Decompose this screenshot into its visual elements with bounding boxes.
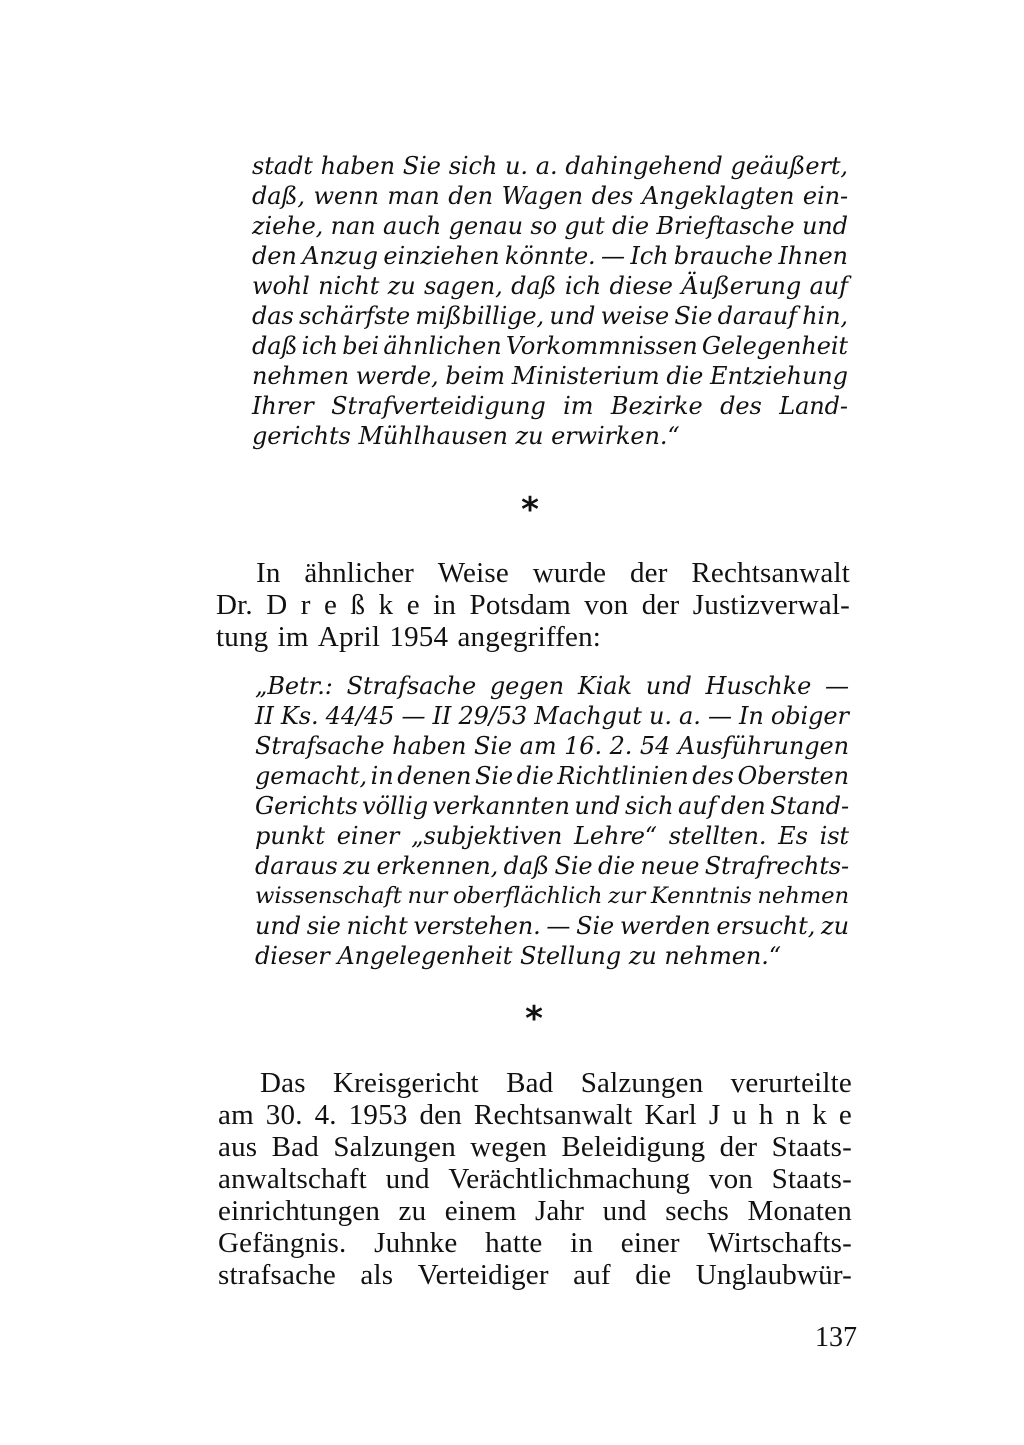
paragraph-line	[218, 1099, 852, 1131]
word: schärfste	[298, 302, 411, 330]
word: dahingehend	[565, 152, 723, 180]
word: Rechtsanwalt	[691, 557, 850, 589]
word: 54	[639, 732, 671, 760]
quote-line	[255, 911, 849, 941]
paragraph-line	[216, 557, 850, 589]
paragraph-line	[216, 589, 850, 621]
word: Salzungen	[580, 1067, 704, 1099]
word: des	[591, 182, 634, 210]
quote-line	[252, 361, 848, 391]
word: sie	[306, 912, 341, 940]
page-number: 137	[815, 1322, 857, 1353]
word: Gelegenheit	[701, 332, 848, 360]
word: den	[252, 242, 297, 270]
word: zu	[515, 422, 544, 450]
quote-line	[255, 731, 849, 761]
word: wenn	[313, 182, 379, 210]
quote-line	[255, 671, 849, 701]
word: ähnlicher	[304, 557, 415, 589]
word: hin,	[802, 302, 848, 330]
word: obiger	[770, 702, 849, 730]
word: Sie	[402, 152, 441, 180]
word: zu	[628, 942, 657, 970]
word: und	[255, 912, 301, 940]
word: anwaltschaft	[218, 1163, 367, 1195]
word: dieser	[255, 942, 330, 970]
word: beim	[445, 362, 505, 390]
word: von	[708, 1163, 753, 1195]
word: brauche	[673, 242, 773, 270]
word: 44/45	[325, 702, 395, 730]
word: des	[720, 392, 762, 420]
word: und	[574, 792, 621, 820]
word: als	[360, 1259, 394, 1291]
word: r	[300, 589, 311, 621]
word: k	[378, 589, 394, 621]
word: einziehen	[383, 242, 500, 270]
paragraph-block-1	[216, 557, 850, 653]
word: angegriffen:	[457, 621, 602, 653]
word: und	[385, 1163, 430, 1195]
word: Ks.	[280, 702, 319, 730]
word: Kenntnis	[650, 883, 752, 909]
word: Wirtschafts-	[707, 1227, 852, 1259]
word: Äußerung	[681, 272, 802, 300]
paragraph-line	[218, 1067, 852, 1099]
word: Ausführungen	[677, 732, 849, 760]
word: ist	[819, 822, 849, 850]
word: mißbillige,	[415, 302, 545, 330]
word: und	[602, 1195, 647, 1227]
word: Sie	[475, 762, 514, 790]
word: Obersten	[737, 762, 849, 790]
word: nicht	[346, 912, 408, 940]
word: neue	[640, 852, 700, 880]
word: Ihnen	[778, 242, 848, 270]
word: Potsdam	[469, 589, 571, 621]
word: darauf	[717, 302, 797, 330]
word: e	[324, 589, 338, 621]
quote-line	[252, 241, 848, 271]
word: Richtlinien	[557, 762, 689, 790]
word: —	[546, 912, 571, 940]
quote-line	[255, 791, 849, 821]
word: und	[549, 302, 596, 330]
word: „Betr.:	[255, 672, 333, 700]
word: werden	[619, 912, 711, 940]
word: Entziehung	[710, 362, 848, 390]
word: Brieftasche	[656, 212, 795, 240]
word: nicht	[318, 272, 380, 300]
word: nehmen.“	[664, 942, 781, 970]
word: In	[256, 557, 281, 589]
word: genau	[448, 212, 523, 240]
quote-line	[255, 881, 849, 911]
word: Justizverwal-	[692, 589, 850, 621]
word: zu	[821, 912, 849, 940]
word: geäußert,	[730, 152, 848, 180]
word: den	[448, 182, 493, 210]
word: 29/53	[458, 702, 528, 730]
word: von	[584, 589, 629, 621]
word: daß	[511, 272, 557, 300]
word: Angelegenheit	[337, 942, 513, 970]
word: einer	[620, 1227, 680, 1259]
word: Kreisgericht	[333, 1067, 479, 1099]
word: zu	[343, 852, 371, 880]
quote-line	[255, 941, 849, 971]
word: das	[252, 302, 294, 330]
word: Unglaubwür-	[695, 1259, 852, 1291]
word: —	[825, 672, 849, 700]
word: Das	[260, 1067, 306, 1099]
word: im	[277, 621, 309, 653]
word: der	[629, 557, 668, 589]
word: Juhnke	[374, 1227, 458, 1259]
word: gemacht,	[255, 762, 368, 790]
word: Bad	[506, 1067, 554, 1099]
paragraph-line	[216, 621, 850, 653]
word: ein-	[802, 182, 848, 210]
word: verstehen.	[413, 912, 541, 940]
word: gegen	[489, 672, 565, 700]
word: wissenschaft	[255, 883, 402, 909]
word: Sie	[576, 912, 615, 940]
word: auf	[809, 272, 848, 300]
word: der	[641, 589, 680, 621]
word: in	[370, 762, 394, 790]
word: und	[645, 672, 692, 700]
word: —	[401, 702, 426, 730]
word: wohl	[252, 272, 310, 300]
word: der	[719, 1131, 758, 1163]
quote-line	[252, 421, 848, 451]
word: ich	[301, 332, 338, 360]
word: erwirken.“	[551, 422, 680, 450]
word: Stellung	[519, 942, 622, 970]
word: Es	[778, 822, 808, 850]
word: 1953	[348, 1099, 408, 1131]
paragraph-line	[218, 1131, 852, 1163]
word: Kiak	[577, 672, 632, 700]
word: —	[601, 242, 625, 270]
quote-line	[252, 391, 848, 421]
word: Karl	[644, 1099, 697, 1131]
word: so	[530, 212, 557, 240]
word: einem	[444, 1195, 517, 1227]
word: Lehre“	[574, 822, 657, 850]
paragraph-line	[218, 1163, 852, 1195]
word: Monaten	[747, 1195, 852, 1227]
word: erkennen,	[376, 852, 499, 880]
word: bei	[342, 332, 380, 360]
word: ziehe,	[252, 212, 324, 240]
word: Bad	[271, 1131, 319, 1163]
word: verkannten	[432, 792, 570, 820]
word: Beleidigung	[561, 1131, 706, 1163]
word: daß	[252, 332, 298, 360]
word: Mühlhausen	[358, 422, 508, 450]
word: man	[387, 182, 440, 210]
word: verurteilte	[730, 1067, 852, 1099]
word: nehmen	[757, 883, 849, 909]
word: Wagen	[501, 182, 584, 210]
word: Gerichts	[255, 792, 358, 820]
word: e	[406, 589, 420, 621]
word: Gefängnis.	[218, 1227, 347, 1259]
word: II	[432, 702, 452, 730]
word: den	[720, 792, 766, 820]
quote-block-2	[255, 671, 849, 971]
quote-line	[252, 151, 848, 181]
word: Verächtlichmachung	[448, 1163, 691, 1195]
word: 30.	[265, 1099, 303, 1131]
paragraph-line	[218, 1259, 852, 1291]
word: a.	[679, 702, 701, 730]
word: die	[635, 1259, 672, 1291]
word: wurde	[532, 557, 607, 589]
word: sich	[624, 792, 674, 820]
quote-line	[252, 331, 848, 361]
word: Salzungen	[333, 1131, 456, 1163]
word: haben	[392, 732, 467, 760]
word: sich	[448, 152, 498, 180]
word: ß	[350, 589, 366, 621]
word: die	[666, 362, 704, 390]
word: die	[612, 212, 649, 240]
word: Dr.	[216, 589, 253, 621]
word: einrichtungen	[218, 1195, 381, 1227]
paragraph-line	[218, 1195, 852, 1227]
word: in	[433, 589, 457, 621]
word: auf	[573, 1259, 611, 1291]
word: nan	[330, 212, 376, 240]
word: diese	[609, 272, 673, 300]
word: zu	[387, 272, 416, 300]
word: Staats-	[771, 1163, 852, 1195]
word: sechs	[665, 1195, 730, 1227]
word: Ministerium	[511, 362, 660, 390]
word: haben	[320, 152, 395, 180]
word: daß	[503, 852, 550, 880]
word: e	[838, 1099, 852, 1131]
word: die	[516, 762, 554, 790]
word: In	[739, 702, 764, 730]
word: Rechtsanwalt	[473, 1099, 633, 1131]
word: völlig	[362, 792, 428, 820]
quote-line	[255, 851, 849, 881]
word: Verteidiger	[417, 1259, 549, 1291]
quote-line	[252, 271, 848, 301]
word: in	[570, 1227, 594, 1259]
word: die	[597, 852, 635, 880]
word: ich	[564, 272, 602, 300]
quote-line	[252, 211, 848, 241]
word: Strafsache	[255, 732, 385, 760]
word: Sie	[474, 732, 513, 760]
word: am	[519, 732, 557, 760]
word: daß,	[252, 182, 305, 210]
word: —	[707, 702, 732, 730]
word: stellten.	[668, 822, 767, 850]
word: Strafverteidigung	[331, 392, 546, 420]
word: stadt	[252, 152, 313, 180]
word: auf	[678, 792, 717, 820]
section-separator-asterisk: *	[525, 999, 543, 1039]
quote-line	[255, 821, 849, 851]
word: gerichts	[252, 422, 351, 450]
word: k	[812, 1099, 827, 1131]
word: „subjektiven	[411, 822, 563, 850]
word: Jahr	[535, 1195, 585, 1227]
word: ersucht,	[716, 912, 816, 940]
word: Anzug	[302, 242, 378, 270]
paragraph-line	[218, 1227, 852, 1259]
word: Bezirke	[610, 392, 703, 420]
word: April	[317, 621, 381, 653]
word: h	[758, 1099, 774, 1131]
word: den	[419, 1099, 462, 1131]
word: könnte.	[504, 242, 596, 270]
word: punkt	[255, 822, 325, 850]
word: hatte	[485, 1227, 543, 1259]
word: nur	[407, 883, 448, 909]
word: Huschke	[705, 672, 812, 700]
word: u.	[505, 152, 528, 180]
word: und	[801, 212, 848, 240]
word: sagen,	[424, 272, 503, 300]
word: 16.	[564, 732, 602, 760]
word: denen	[397, 762, 472, 790]
word: Sie	[554, 852, 593, 880]
word: des	[692, 762, 734, 790]
word: Ich	[630, 242, 669, 270]
word: tung	[216, 621, 269, 653]
paragraph-block-2	[218, 1067, 852, 1291]
word: a.	[535, 152, 558, 180]
word: daraus	[255, 852, 338, 880]
word: 2.	[609, 732, 633, 760]
word: wegen	[470, 1131, 547, 1163]
word: u.	[649, 702, 672, 730]
quote-line	[255, 761, 849, 791]
word: Strafsache	[346, 672, 477, 700]
section-separator-asterisk: *	[521, 490, 539, 530]
word: II	[255, 702, 274, 730]
word: Stand-	[770, 792, 849, 820]
word: gut	[564, 212, 605, 240]
word: zu	[398, 1195, 427, 1227]
word: 1954	[389, 621, 449, 653]
word: strafsache	[218, 1259, 336, 1291]
word: Sie	[674, 302, 713, 330]
quote-line	[252, 181, 848, 211]
word: D	[266, 589, 288, 621]
word: einer	[336, 822, 400, 850]
quote-block-1	[252, 151, 848, 451]
word: im	[563, 392, 594, 420]
quote-line	[255, 701, 849, 731]
word: nehmen	[252, 362, 349, 390]
word: Machgut	[534, 702, 642, 730]
word: auch	[383, 212, 442, 240]
word: Vorkommnissen	[505, 332, 698, 360]
word: weise	[600, 302, 670, 330]
word: Ihrer	[252, 392, 314, 420]
word: Strafrechts-	[704, 852, 849, 880]
word: u	[732, 1099, 747, 1131]
word: Weise	[437, 557, 509, 589]
word: 4.	[314, 1099, 337, 1131]
word: n	[785, 1099, 801, 1131]
word: werde,	[355, 362, 439, 390]
word: zur	[608, 883, 646, 909]
word: Land-	[779, 392, 848, 420]
word: am	[218, 1099, 254, 1131]
word: oberflächlich	[452, 883, 603, 909]
word: aus	[218, 1131, 258, 1163]
word: Staats-	[771, 1131, 852, 1163]
word: ähnlichen	[383, 332, 502, 360]
quote-line	[252, 301, 848, 331]
word: J	[708, 1099, 721, 1131]
word: Angeklagten	[641, 182, 795, 210]
